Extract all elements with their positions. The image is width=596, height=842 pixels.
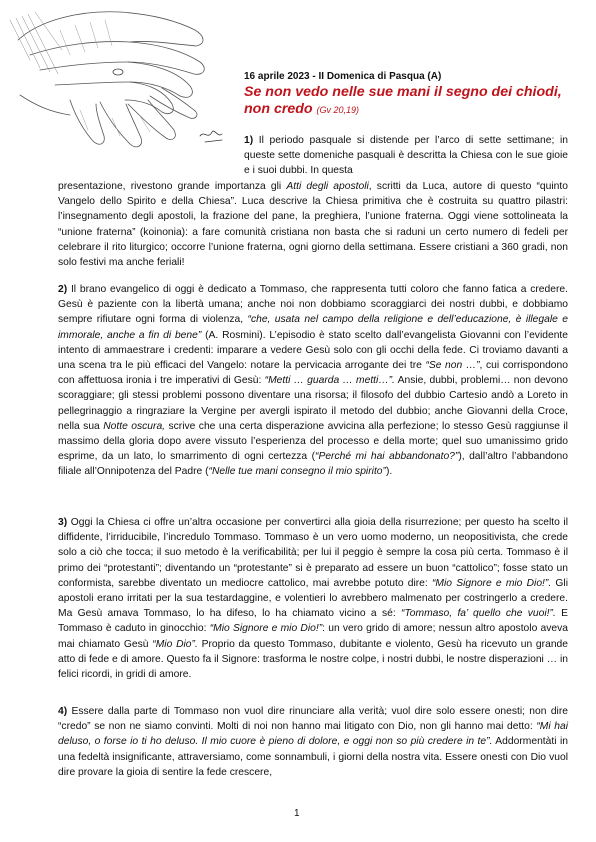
p3-quote: “Mio Dio”. [152,638,198,650]
paragraph-2 [58,282,568,480]
p3-quote: “Mio Signore e mio Dio!” [209,623,323,635]
p2-text: , cui corrispondono con affettuosa ironia i tre imperativi di Gesù: [58,360,568,387]
p2-quote: “che, usata nel campo della religione e dell’educazione, è illegale e immorale, anche a fin di bene” [58,314,568,341]
p3-text: E Tommaso è caduto in ginocchio: [58,608,568,635]
p2-text: ), dall’altro l’abbandono filiale all’Onnipotenza del Padre ( [58,451,568,478]
p2-quote: “Nelle tue mani consegno il mio spirito” [208,466,386,478]
p2-quote: “Metti … guarda … metti…”. [264,375,395,387]
p4-text: Addormentàti in una fedeltà insignificante, attraversiamo, come sonnambuli, i giorni della nostra vita. Essere onesti con Dio vuol dire provare la gioia di sentire la fede crescere, [58,736,568,778]
paragraph-1-italic: Atti degli apostoli [286,181,369,192]
paragraph-1-continued [58,179,568,270]
page-number: 1 [294,808,300,819]
paragraph-3-number: 3) [58,517,68,528]
p3-text: Proprio da questo Tommaso, dubitante e violento, Gesù ha ricevuto un grande atto di fede e di amore. Questo fa il Signore: trasforma le nostre colpe, i nostri dubbi, le nostre disperazioni … in felici ricordi, in gridi di amore. [58,638,568,681]
p2-text: ). [385,466,393,478]
p2-quote: Notte oscura, [103,420,166,432]
p2-quote: “Perché mi hai abbandonato?” [315,451,459,463]
page-title [244,84,564,118]
p3-quote: “Tommaso, fa’ quello che vuoi!”. [401,608,556,620]
p2-text: Il brano evangelico di oggi è dedicato a Tommaso, che rappresenta tutti coloro che fanno fatica a credere. Gesù è paziente con la libertà umana; anche noi non dobbiamo scoraggiarci dei nostri dubbi, e dobbiamo sempre rifiutare ogni forma di violenza, [58,284,568,326]
p2-quote: “Se non …” [425,360,480,372]
paragraph-1-text-b: presentazione, rivestono grande importanza gli [58,181,287,192]
p2-text: (A. Rosmini). L’episodio è stato scelto dall’evangelista Giovanni con l’evidente intento di ammaestrare i credenti: imparare a vedere Gesù solo con gli occhi della fede. Ci troviamo davanti a una scena tra le più efficaci del Vangelo: notare la pervicacia arrogante dei tre [58,329,569,372]
p3-quote: “Mio Signore e mio Dio!”. [431,577,552,589]
p3-text: : un vero grido di amore; nessun altro apostolo aveva mai chiamato Gesù [58,623,568,650]
p4-text: Essere dalla parte di Tommaso non vuol dire rinunciare alla verità; vuol dire solo essere onesti; non dire “credo” se non ne siamo convinti. Molti di noi non hanno mai litigato con Dio, non gli hanno mai detto: [58,706,568,733]
p3-text: Oggi la Chiesa ci offre un’altra occasione per convertirci alla gioia della risurrezione; per questo ha scelto il diffidente, l’irriducibile, l’incredulo Tommaso. Tommaso è un vero uomo moderno, un neopositivista, che crede solo a ciò che tocca; il suo metodo è la verificabilità; per lui il peggio è sempre la cosa più certa. Tommaso è il primo dei “protestanti”; diventando un “protestante” si è preparato ad essere un buon “cattolico”; fosse stato un conformista, sarebbe diventato un mediocre cattolico, mai avrebbe potuto dire: [58,517,568,589]
paragraph-1-text-c: , scritti da Luca, autore di questo “quinto Vangelo dello Spirito e della Chiesa”. Luca descrive la Chiesa primitiva che è costruita su quattro pilastri: l’insegnamento degli apostoli, la frazione del pane, la preghiera, l’unione fraterna. Oggi viene sottolineata la “unione fraterna” (koinonia): a fare comunità cristiana non basta che si raduni un certo numero di fedeli per celebrare il rito liturgico; occorre l’unione fraterna, ogni giorno della settimana. Essere cristiani a 360 gradi, non solo festivi ma anche feriali! [58,181,568,269]
paragraph-3 [58,515,568,682]
header-date: 16 aprile 2023 - II Domenica di Pasqua (A) [244,71,442,82]
p2-text: scrive che una certa disperazione avvicina alla perfezione; lo stesso Gesù raggiunse il massimo della gloria dopo avere vissuto l’esperienza del processo e della morte; quel suo umanissimo grido esprime, da un lato, lo smarrimento di ogni certezza ( [58,420,568,463]
paragraph-1-number: 1) [244,135,254,146]
p2-text: Ansie, dubbi, problemi… non devono scoraggiare; gli stessi problemi possono diventare una risorsa; il filosofo del dubbio Cartesio andò a Loreto in pellegrinaggio a ringraziare la Vergine per avergli ispirato il metodo del dubbio; anche Giovanni della Croce, nella sua [58,375,568,432]
paragraph-2-number: 2) [58,284,68,295]
p4-quote: “Mi hai deluso, o forse io ti ho deluso. Il mio cuore è pieno di dolore, e oggi non so più credere in te”. [58,721,568,748]
paragraph-4 [58,704,568,780]
paragraph-1-intro [244,133,568,179]
title-reference: (Gv 20,19) [316,104,360,115]
hands-sketch-illustration [0,0,238,160]
paragraph-1-text-a: Il periodo pasquale si distende per l’arco di sette settimane; in queste sette domeniche pasquali è descritta la Chiesa con le sue gioie e i suoi dubbi. In questa [244,135,568,177]
p3-text: Gli apostoli erano irritati per la sua testardaggine, e volentieri lo avrebbero malmenato per costringerlo a credere. Ma Gesù amava Tommaso, lo ha difeso, lo ha chiamato vicino a sé: [58,577,569,620]
paragraph-4-number: 4) [58,706,68,717]
title-text: Se non vedo nelle sue mani il segno dei chiodi, non credo [244,84,562,117]
